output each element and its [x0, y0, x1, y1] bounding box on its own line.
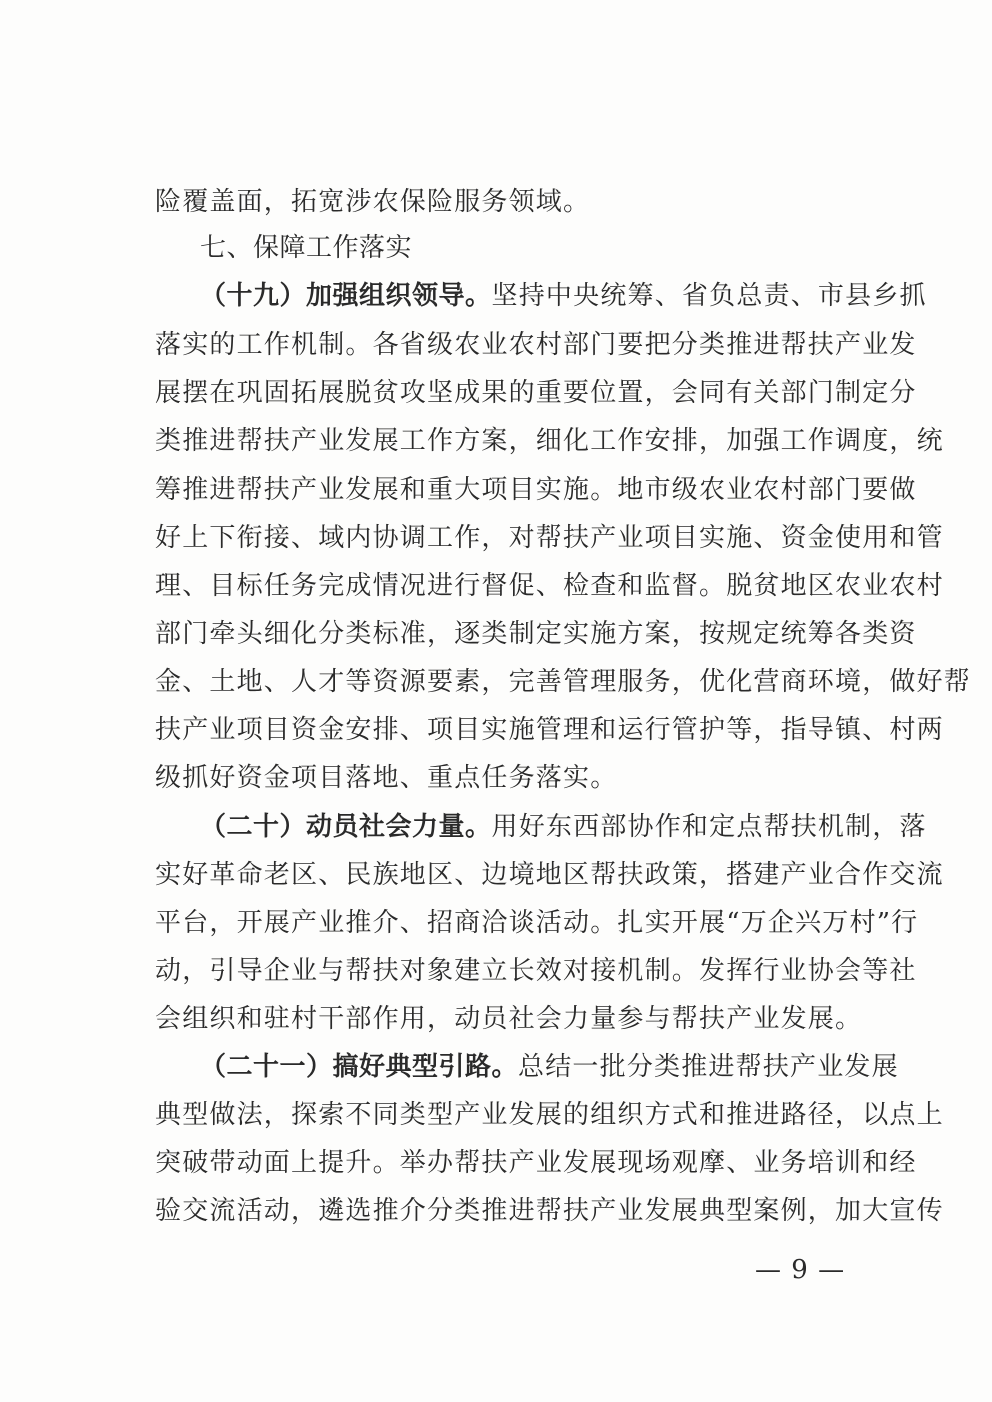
paragraph-19-text: 坚持中央统筹、省负总责、市县乡抓	[491, 281, 927, 311]
paragraph-19-first-line	[200, 280, 927, 312]
text-line: 验交流活动，遴选推介分类推进帮扶产业发展典型案例，加大宣传	[155, 1196, 944, 1226]
page-number: — 9 —	[755, 1255, 846, 1285]
paragraph-21-label: （二十一）搞好典型引路。	[200, 1052, 519, 1082]
text-line: 金、土地、人才等资源要素，完善管理服务，优化营商环境，做好帮	[155, 667, 972, 697]
text-line: 理、目标任务完成情况进行督促、检查和监督。脱贫地区农业农村	[155, 571, 944, 601]
paragraph-21-first-line	[200, 1051, 899, 1083]
text-line: 平台，开展产业推介、招商洽谈活动。扎实开展“万企兴万村”行	[155, 908, 919, 938]
paragraph-21-text: 总结一批分类推进帮扶产业发展	[518, 1052, 899, 1082]
text-line: 突破带动面上提升。举办帮扶产业发展现场观摩、业务培训和经	[155, 1148, 917, 1178]
text-line: 好上下衔接、域内协调工作，对帮扶产业项目实施、资金使用和管	[155, 523, 944, 553]
paragraph-20-first-line	[200, 811, 927, 843]
text-line: 实好革命老区、民族地区、边境地区帮扶政策，搭建产业合作交流	[155, 860, 944, 890]
paragraph-19-label: （十九）加强组织领导。	[200, 281, 492, 311]
text-line: 会组织和驻村干部作用，动员社会力量参与帮扶产业发展。	[155, 1004, 863, 1034]
text-line: 级抓好资金项目落地、重点任务落实。	[155, 763, 618, 793]
text-line: 部门牵头细化分类标准，逐类制定实施方案，按规定统筹各类资	[155, 619, 917, 649]
paragraph-20-text: 用好东西部协作和定点帮扶机制，落	[491, 812, 927, 842]
paragraph-20-label: （二十）动员社会力量。	[200, 812, 492, 842]
text-line: 筹推进帮扶产业发展和重大项目实施。地市级农业农村部门要做	[155, 475, 917, 505]
text-line: 类推进帮扶产业发展工作方案，细化工作安排，加强工作调度，统	[155, 426, 944, 456]
section-heading: 七、保障工作落实	[200, 233, 413, 263]
text-line: 险覆盖面，拓宽涉农保险服务领域。	[155, 187, 591, 217]
text-line: 动，引导企业与帮扶对象建立长效对接机制。发挥行业协会等社	[155, 956, 917, 986]
text-line: 典型做法，探索不同类型产业发展的组织方式和推进路径，以点上	[155, 1100, 944, 1130]
text-line: 展摆在巩固拓展脱贫攻坚成果的重要位置，会同有关部门制定分	[155, 378, 917, 408]
text-line: 扶产业项目资金安排、项目实施管理和运行管护等，指导镇、村两	[155, 715, 944, 745]
text-line: 落实的工作机制。各省级农业农村部门要把分类推进帮扶产业发	[155, 330, 917, 360]
